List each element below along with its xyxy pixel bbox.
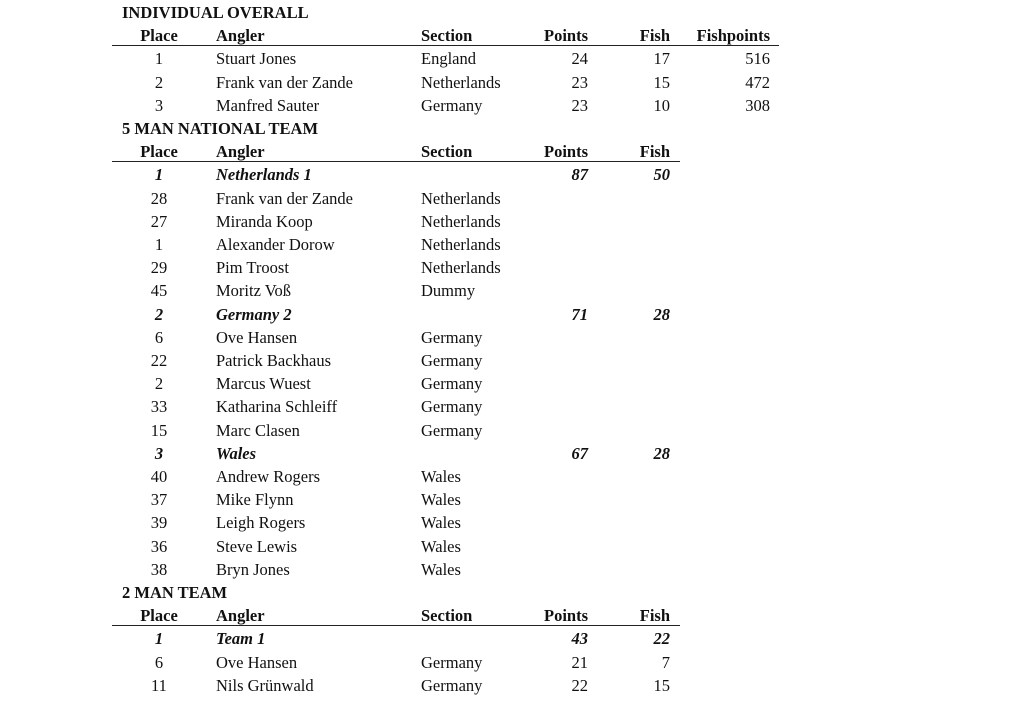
table-row <box>0 651 1024 674</box>
cell-angler: Nils Grünwald <box>216 676 314 695</box>
table-row <box>0 372 1024 395</box>
cell-place: 1 <box>154 235 164 254</box>
cell-points: 43 <box>571 629 588 648</box>
cell-angler: Steve Lewis <box>216 537 298 556</box>
cell-fish: 22 <box>653 629 670 648</box>
cell-points: 71 <box>571 305 588 324</box>
cell-section: Netherlands <box>421 235 501 254</box>
cell-section: Wales <box>421 560 461 579</box>
cell-fish: 7 <box>661 653 670 672</box>
cell-fish: 17 <box>653 49 670 68</box>
cell-points: 87 <box>571 165 588 184</box>
table-row <box>0 256 1024 279</box>
cell-fishpoints: 516 <box>745 49 770 68</box>
cell-points: 22 <box>571 676 588 695</box>
cell-section: Germany <box>421 96 483 115</box>
cell-fishpoints: 472 <box>745 73 770 92</box>
cell-section: Germany <box>421 676 483 695</box>
cell-place: 29 <box>150 258 168 277</box>
column-header-section: Section <box>421 606 473 625</box>
cell-fish: 10 <box>653 96 670 115</box>
header-rule <box>112 625 680 626</box>
table-header <box>0 140 1024 163</box>
cell-fish: 50 <box>653 165 670 184</box>
cell-points: 24 <box>571 49 588 68</box>
cell-angler: Team 1 <box>216 629 266 648</box>
cell-place: 39 <box>150 513 168 532</box>
cell-fish: 15 <box>653 73 670 92</box>
column-header-angler: Angler <box>216 26 265 45</box>
table-row <box>0 233 1024 256</box>
cell-angler: Patrick Backhaus <box>216 351 332 370</box>
column-header-fish: Fish <box>639 142 670 161</box>
cell-place: 37 <box>150 490 168 509</box>
cell-angler: Pim Troost <box>216 258 289 277</box>
cell-place: 3 <box>154 96 164 115</box>
table-row <box>0 395 1024 418</box>
table-row <box>0 465 1024 488</box>
cell-section: Dummy <box>421 281 476 300</box>
column-header-place: Place <box>140 606 178 625</box>
cell-angler: Ove Hansen <box>216 328 298 347</box>
cell-angler: Marcus Wuest <box>216 374 311 393</box>
table-row <box>0 419 1024 442</box>
cell-place: 3 <box>154 444 164 463</box>
cell-fish: 28 <box>653 444 670 463</box>
table-row <box>0 279 1024 302</box>
cell-angler: Wales <box>216 444 257 463</box>
cell-angler: Stuart Jones <box>216 49 297 68</box>
table-row <box>0 349 1024 372</box>
cell-points: 23 <box>571 73 588 92</box>
section-title <box>0 1 1024 24</box>
cell-angler: Bryn Jones <box>216 560 290 579</box>
cell-angler: Leigh Rogers <box>216 513 306 532</box>
table-row <box>0 71 1024 94</box>
cell-section: Germany <box>421 421 483 440</box>
cell-angler: Katharina Schleiff <box>216 397 338 416</box>
cell-section: Netherlands <box>421 258 501 277</box>
cell-angler: Marc Clasen <box>216 421 300 440</box>
table-row <box>0 511 1024 534</box>
cell-place: 36 <box>150 537 168 556</box>
cell-place: 11 <box>151 676 167 695</box>
column-header-section: Section <box>421 142 473 161</box>
cell-angler: Frank van der Zande <box>216 189 353 208</box>
cell-angler: Germany 2 <box>216 305 292 324</box>
cell-section: Netherlands <box>421 212 501 231</box>
cell-angler: Frank van der Zande <box>216 73 353 92</box>
cell-place: 27 <box>150 212 168 231</box>
column-header-angler: Angler <box>216 142 265 161</box>
cell-section: Wales <box>421 537 461 556</box>
column-header-angler: Angler <box>216 606 265 625</box>
cell-section: Netherlands <box>421 73 501 92</box>
cell-points: 21 <box>571 653 588 672</box>
cell-section: Germany <box>421 374 483 393</box>
cell-angler: Moritz Voß <box>216 281 292 300</box>
cell-place: 6 <box>154 328 164 347</box>
table-row <box>0 535 1024 558</box>
cell-place: 40 <box>150 467 168 486</box>
cell-points: 23 <box>571 96 588 115</box>
cell-angler: Netherlands 1 <box>216 165 312 184</box>
table-row <box>0 47 1024 70</box>
header-rule <box>112 161 680 162</box>
cell-section: Germany <box>421 328 483 347</box>
column-header-place: Place <box>140 26 178 45</box>
cell-section: Wales <box>421 467 461 486</box>
column-header-points: Points <box>543 26 588 45</box>
cell-fishpoints: 308 <box>745 96 770 115</box>
column-header-fishpoints: Fishpoints <box>696 26 770 45</box>
cell-place: 45 <box>150 281 168 300</box>
cell-fish: 28 <box>653 305 670 324</box>
cell-place: 6 <box>154 653 164 672</box>
table-row <box>0 488 1024 511</box>
cell-angler: Mike Flynn <box>216 490 294 509</box>
cell-place: 2 <box>154 73 164 92</box>
team-row <box>0 163 1024 186</box>
cell-place: 1 <box>154 629 164 648</box>
cell-angler: Miranda Koop <box>216 212 313 231</box>
table-header <box>0 604 1024 627</box>
cell-points: 67 <box>571 444 588 463</box>
section-heading: 2 MAN TEAM <box>122 583 228 602</box>
cell-section: Germany <box>421 653 483 672</box>
table-row <box>0 326 1024 349</box>
cell-fish: 15 <box>653 676 670 695</box>
cell-angler: Ove Hansen <box>216 653 298 672</box>
table-row <box>0 94 1024 117</box>
column-header-section: Section <box>421 26 473 45</box>
section-heading: INDIVIDUAL OVERALL <box>122 3 309 22</box>
cell-section: Wales <box>421 490 461 509</box>
cell-place: 38 <box>150 560 168 579</box>
team-row <box>0 303 1024 326</box>
section-heading: 5 MAN NATIONAL TEAM <box>122 119 319 138</box>
cell-section: Netherlands <box>421 189 501 208</box>
column-header-fish: Fish <box>639 606 670 625</box>
section-title <box>0 117 1024 140</box>
table-row <box>0 558 1024 581</box>
cell-place: 2 <box>154 305 164 324</box>
cell-angler: Manfred Sauter <box>216 96 320 115</box>
cell-place: 15 <box>150 421 168 440</box>
cell-place: 1 <box>154 165 164 184</box>
section-title <box>0 581 1024 604</box>
cell-place: 33 <box>150 397 168 416</box>
table-row <box>0 187 1024 210</box>
cell-place: 2 <box>154 374 164 393</box>
table-row <box>0 210 1024 233</box>
column-header-fish: Fish <box>639 26 670 45</box>
cell-section: Germany <box>421 397 483 416</box>
cell-place: 28 <box>150 189 168 208</box>
header-rule <box>112 45 779 46</box>
column-header-points: Points <box>543 142 588 161</box>
cell-angler: Andrew Rogers <box>216 467 321 486</box>
column-header-points: Points <box>543 606 588 625</box>
cell-place: 22 <box>150 351 168 370</box>
cell-section: Wales <box>421 513 461 532</box>
cell-angler: Alexander Dorow <box>216 235 335 254</box>
cell-place: 1 <box>154 49 164 68</box>
team-row <box>0 442 1024 465</box>
cell-section: England <box>421 49 476 68</box>
table-row <box>0 674 1024 697</box>
table-header <box>0 24 1024 47</box>
cell-section: Germany <box>421 351 483 370</box>
team-row <box>0 627 1024 650</box>
column-header-place: Place <box>140 142 178 161</box>
